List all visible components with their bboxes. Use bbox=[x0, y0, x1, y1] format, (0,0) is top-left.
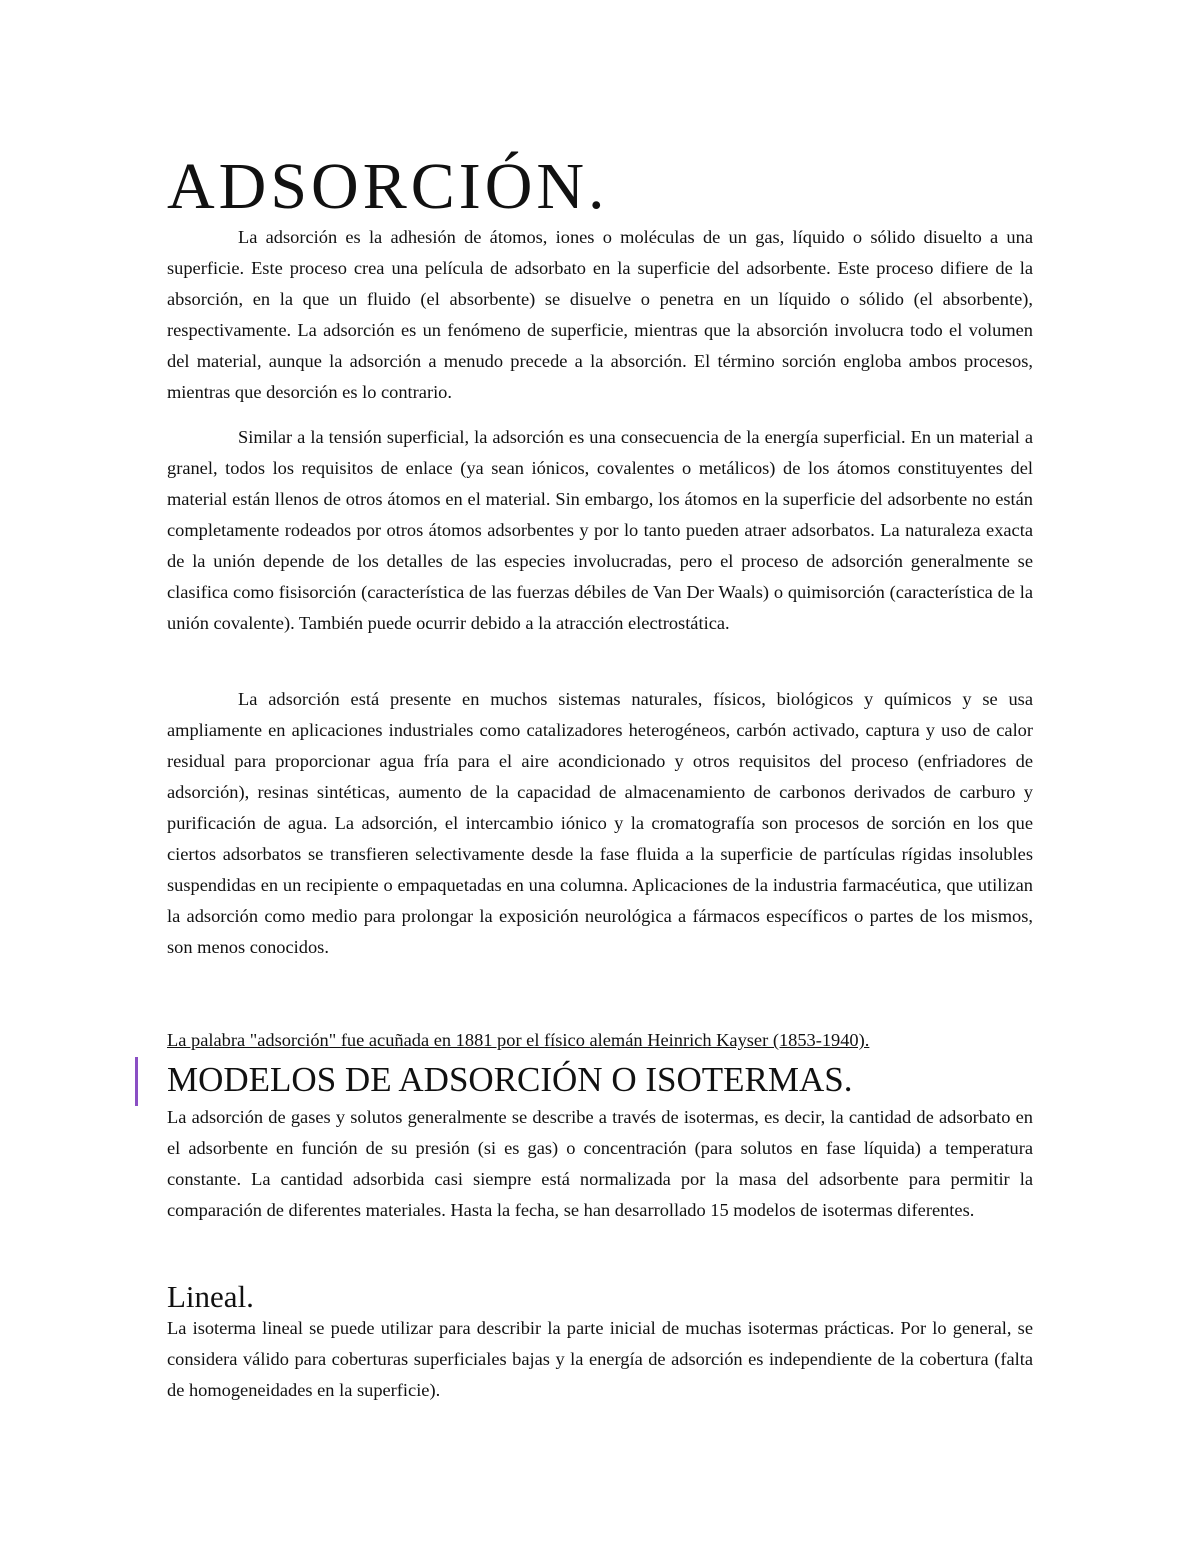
section-heading-models: MODELOS DE ADSORCIÓN O ISOTERMAS. bbox=[167, 1060, 853, 1099]
page-title: ADSORCIÓN. bbox=[167, 150, 609, 223]
intro-paragraph: La adsorción es la adhesión de átomos, iones o moléculas de un gas, líquido o sólido disuelto a una superficie. Este proceso crea una película de adsorbato en la superficie del adsorbente. Este proceso difiere de la absorción, en la que un fluido (el absorbente) se disuelve o penetra en un líquido o sólido (el absorbente), respectivamente. La adsorción es un fenómeno de superficie, mientras que la absorción involucra todo el volumen del material, aunque la adsorción a menudo precede a la absorción. El término sorción engloba ambos procesos, mientras que desorción es lo contrario. bbox=[167, 227, 1033, 402]
revision-change-bar bbox=[135, 1057, 138, 1106]
models-paragraph: La adsorción de gases y solutos generalmente se describe a través de isotermas, es decir, la cantidad de adsorbato en el adsorbente en función de su presión (si es gas) o concentración (para solutos en fase líquida) a temperatura constante. La cantidad adsorbida casi siempre está normalizada por la masa del adsorbente para permitir la comparación de diferentes materiales. Hasta la fecha, se han desarrollado 15 modelos de isotermas diferentes. bbox=[167, 1107, 1033, 1220]
applications-paragraph: La adsorción está presente en muchos sistemas naturales, físicos, biológicos y químicos y se usa ampliamente en aplicaciones industriales como catalizadores heterogéneos, carbón activado, captura y uso de calor residual para proporcionar agua fría para el aire acondicionado y otros requisitos del proceso (enfriadores de adsorción), resinas sintéticas, aumento de la capacidad de almacenamiento de carbonos derivados de carburo y purificación de agua. La adsorción, el intercambio iónico y la cromatografía son procesos de sorción en los que ciertos adsorbatos se transfieren selectivamente desde la fase fluida a la superficie de partículas rígidas insolubles suspendidas en un recipiente o empaquetadas en una columna. Aplicaciones de la industria farmacéutica, que utilizan la adsorción como medio para prolongar la exposición neurológica a fármacos específicos o partes de los mismos, son menos conocidos. bbox=[167, 689, 1033, 957]
surface-energy-paragraph: Similar a la tensión superficial, la adsorción es una consecuencia de la energía superficial. En un material a granel, todos los requisitos de enlace (ya sean iónicos, covalentes o metálicos) de los átomos constituyentes del material están llenos de otros átomos en el material. Sin embargo, los átomos en la superficie del adsorbente no están completamente rodeados por otros átomos adsorbentes y por lo tanto pueden atraer adsorbatos. La naturaleza exacta de la unión depende de los detalles de las especies involucradas, pero el proceso de adsorción generalmente se clasifica como fisisorción (característica de las fuerzas débiles de Van Der Waals) o quimisorción (característica de la unión covalente). También puede ocurrir debido a la atracción electrostática. bbox=[167, 427, 1033, 633]
etymology-paragraph: La palabra "adsorción" fue acuñada en 1881 por el físico alemán Heinrich Kayser (1853-1940). bbox=[167, 1030, 870, 1051]
linear-paragraph: La isoterma lineal se puede utilizar para describir la parte inicial de muchas isotermas prácticas. Por lo general, se considera válido para coberturas superficiales bajas y la energía de adsorción es independiente de la cobertura (falta de homogeneidades en la superficie). bbox=[167, 1318, 1033, 1400]
section-heading-linear: Lineal. bbox=[167, 1279, 254, 1314]
